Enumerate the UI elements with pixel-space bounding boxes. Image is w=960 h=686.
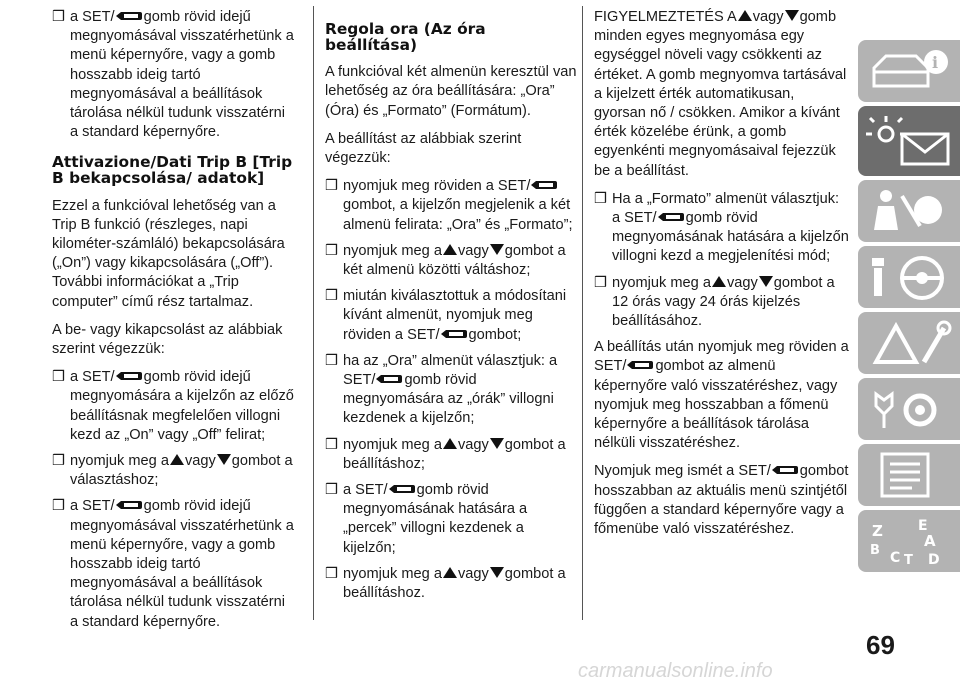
index-letter: C [890, 550, 901, 566]
car-info-tab-icon [864, 46, 954, 96]
up-arrow-icon [712, 276, 726, 287]
down-arrow-icon [490, 438, 504, 449]
tab-starting-driving[interactable] [858, 246, 960, 308]
up-arrow-icon [170, 454, 184, 465]
list-item: ❒ nyomjuk meg a vagy gombot a választáshoz; [52, 453, 293, 489]
set-key-icon [116, 10, 143, 22]
checkbox-bullet-icon: ❒ [325, 288, 339, 305]
up-arrow-icon [443, 438, 457, 449]
paragraph: Ezzel a funkcióval lehetőség van a Trip B funkció (részleges, napi kilométer-számláló) bekapcsolására („On”) vagy kikapcsolására („Off”). További információkat a „Trip computer” című rész tartalmaz. [52, 197, 285, 310]
paragraph: Nyomjuk meg ismét a SET/ gombot hosszabban az aktuális menü szintjétől függően a standard képernyőre vagy a főmenübe való visszatéréshez. [594, 463, 849, 538]
index-tab-icon [864, 516, 954, 568]
set-key-icon [772, 464, 799, 476]
checkbox-bullet-icon: ❒ [325, 482, 339, 499]
paragraph: A funkcióval két almenün keresztül van lehetőség az óra beállítására: „Ora” (Óra) és „Formato” (Formátum). [325, 64, 577, 119]
svg-text:i: i [932, 53, 939, 72]
index-letter: E [918, 518, 928, 534]
up-arrow-icon [443, 567, 457, 578]
list-item: ❒ nyomjuk meg röviden a SET/gombot, a kijelzőn megjelenik a két almenü felirata: „Ora” és „Formato”; [325, 178, 573, 233]
tab-warning-lights[interactable] [858, 106, 960, 176]
paragraph: A be- vagy kikapcsolást az alábbiak szerint végezzük: [52, 321, 283, 358]
page-number: 69 [866, 630, 895, 660]
list-item: ❒ ha az „Ora” almenüt választjuk: a SET/ gomb rövid megnyomására az „órák” villogni kezdenek a kijelzőn; [325, 352, 558, 427]
up-arrow-icon [738, 10, 752, 21]
up-arrow-icon [443, 244, 457, 255]
list-item: ❒ nyomjuk meg a vagy gombot a beállításhoz; [325, 436, 566, 472]
checkbox-bullet-icon: ❒ [52, 453, 66, 470]
checkbox-bullet-icon: ❒ [325, 242, 339, 259]
index-letter: A [924, 532, 936, 550]
paragraph: A beállítást az alábbiak szerint végezzük: [325, 130, 522, 166]
set-key-icon [116, 499, 143, 511]
column-3 [594, 8, 850, 548]
down-arrow-icon [785, 10, 799, 21]
checkbox-bullet-icon: ❒ [594, 274, 608, 291]
down-arrow-icon [490, 244, 504, 255]
list-item: ❒ a SET/ gomb rövid idejű megnyomására a kijelzőn az előző beállításnak megfelelően villogni kezd az „On” vagy „Off” felirat; [52, 369, 294, 443]
checkbox-bullet-icon: ❒ [325, 436, 339, 453]
down-arrow-icon [217, 454, 231, 465]
list-item: ❒ miután kiválasztottuk a módosítani kívánt almenüt, nyomjuk meg röviden a SET/ gombot; [325, 288, 567, 343]
checkbox-bullet-icon: ❒ [325, 178, 339, 195]
checkbox-bullet-icon: ❒ [52, 369, 66, 386]
section-heading-trip-b: Attivazione/Dati Trip B [Trip B bekapcsolása/ adatok] [52, 153, 293, 188]
list-item: ❒ a SET/ gomb rövid idejű megnyomásával visszatérhetünk a menü képernyőre, vagy a gomb hosszabb ideig tartó megnyomásával a beállítások tárolása nélkül tudunk visszatérni a standard képernyőre. [52, 498, 294, 630]
starting-driving-tab-icon [864, 252, 954, 302]
column-divider-1 [313, 6, 314, 620]
down-arrow-icon [490, 567, 504, 578]
column-2 [325, 8, 577, 610]
section-heading-clock: Regola ora (Az óra beállítása) [325, 20, 486, 54]
maintenance-tab-icon [864, 384, 954, 434]
index-letter: T [904, 553, 913, 568]
set-key-icon [376, 373, 403, 385]
list-item: ❒ a SET/ gomb rövid idejű megnyomásával visszatérhetünk a menü képernyőre, vagy a gomb hosszabb ideig tartó megnyomásával a beállítások tárolása nélkül tudunk visszatérni a standard képernyőre. [52, 9, 294, 141]
emergency-tab-icon [864, 318, 954, 368]
down-arrow-icon [759, 276, 773, 287]
checkbox-bullet-icon: ❒ [325, 352, 339, 369]
paragraph: A beállítás után nyomjuk meg röviden a SET/ gombot az almenü képernyőre való visszatéréshez, vagy nyomjuk meg hosszabban a főmenü képernyőre a beállítások tárolása nélküli visszatéréshez. [594, 339, 849, 452]
column-divider-2 [582, 6, 583, 620]
column-1 [52, 8, 297, 639]
index-letter: B [870, 543, 880, 558]
set-key-icon [389, 483, 416, 495]
tab-technical-data[interactable] [858, 444, 960, 506]
warning-lights-tab-icon [864, 112, 954, 170]
set-key-icon [531, 179, 558, 191]
list-item: ❒ nyomjuk meg a vagy gombot a két almenü közötti váltáshoz; [325, 242, 566, 279]
set-key-icon [627, 359, 654, 371]
technical-data-tab-icon [864, 450, 954, 500]
watermark: carmanualsonline.info [578, 660, 773, 682]
list-item: ❒ a SET/ gomb rövid megnyomásának hatására a „percek” villogni kezdenek a kijelzőn; [325, 482, 528, 556]
checkbox-bullet-icon: ❒ [52, 498, 66, 515]
tab-airbag-safety[interactable] [858, 180, 960, 242]
tab-car-info[interactable] [858, 40, 960, 102]
list-item: ❒ Ha a „Formato” almenüt választjuk: a SET/ gomb rövid megnyomásának hatására a kijelzőn villogni kezd a megjelenítési mód; [594, 190, 849, 265]
checkbox-bullet-icon: ❒ [594, 190, 608, 207]
tab-index[interactable] [858, 510, 960, 572]
list-item: ❒ nyomjuk meg a vagy gombot a 12 órás vagy 24 órás kijelzés beállításához. [594, 274, 835, 330]
warning-paragraph: FIGYELMEZTETÉS A vagy gomb minden egyes megnyomása egy egységgel növeli vagy csökkenti az értéket. A gomb megnyomva tartásával a kijelzett érték automatikusan, gyorsan nő / csökken. Amikor a kívánt érték közelébe érünk, a gomb egyenkénti megnyomásaival fejezzük be a beállítást. [594, 9, 847, 179]
set-key-icon [116, 370, 143, 382]
index-letter: Z [872, 522, 883, 540]
index-letter: D [928, 552, 940, 568]
checkbox-bullet-icon: ❒ [325, 565, 339, 582]
set-key-icon [441, 328, 468, 340]
tab-maintenance[interactable] [858, 378, 960, 440]
tab-emergency[interactable] [858, 312, 960, 374]
list-item: ❒ nyomjuk meg a vagy gombot a beállításhoz. [325, 565, 566, 602]
checkbox-bullet-icon: ❒ [52, 9, 66, 25]
airbag-safety-tab-icon [864, 186, 954, 236]
set-key-icon [658, 211, 685, 223]
